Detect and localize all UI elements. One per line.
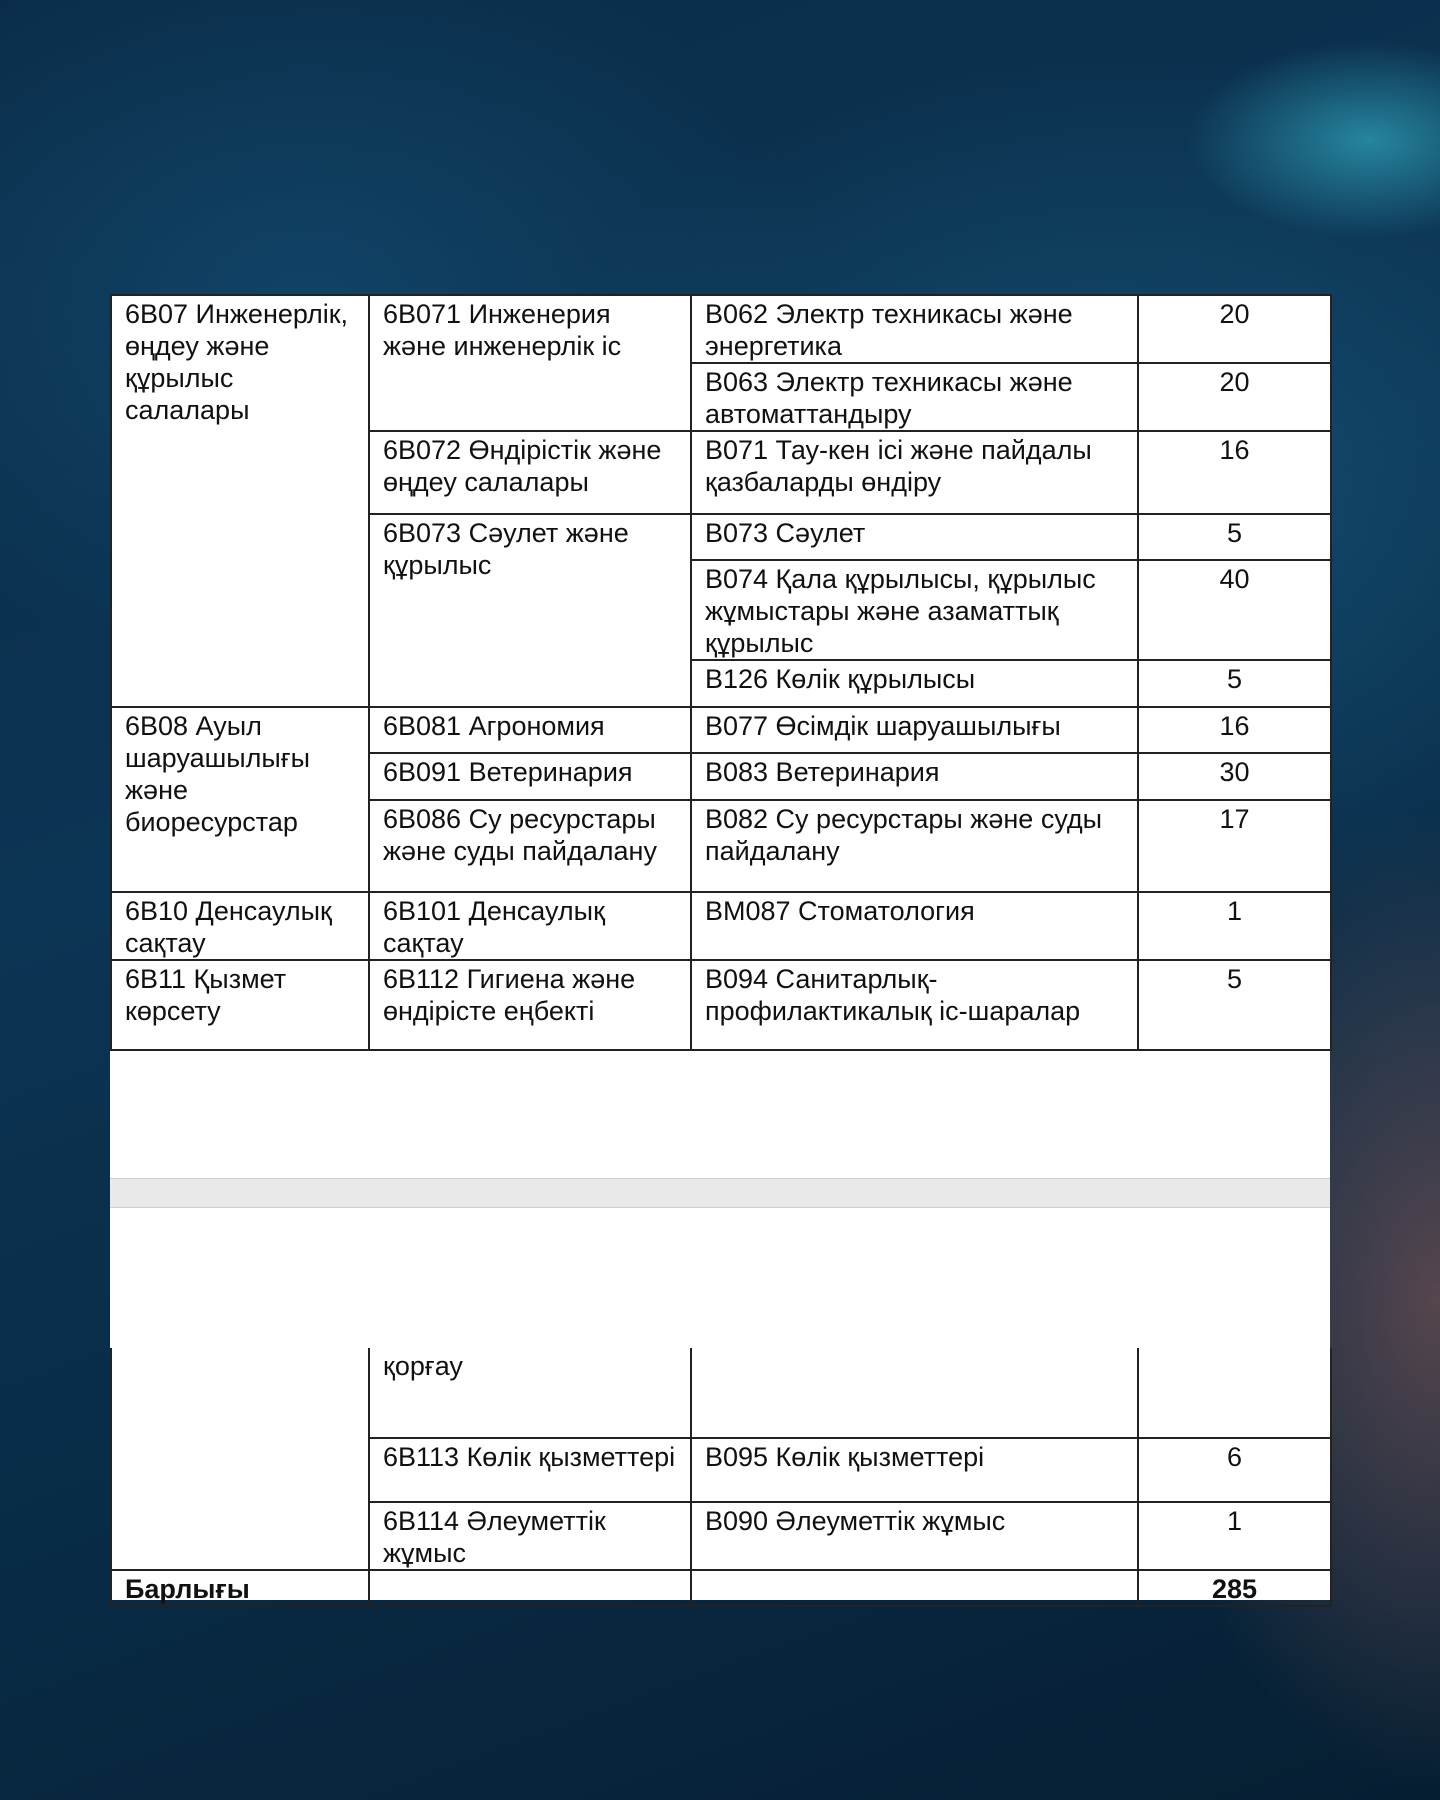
area-cell: 6B08 Ауыл шаруашылығы және биоресурстар	[111, 707, 369, 892]
program-cell: B062 Электр техникасы және энергетика	[691, 295, 1138, 363]
program-cell: B090 Әлеуметтік жұмыс	[691, 1502, 1138, 1570]
area-cell: 6B11 Қызмет көрсету	[111, 960, 369, 1050]
table-row	[111, 707, 1331, 753]
total-label: Барлығы	[111, 1570, 369, 1606]
program-cell: BM087 Стоматология	[691, 892, 1138, 960]
group-cell: қорғау	[369, 1348, 691, 1438]
program-cell: B073 Сәулет	[691, 514, 1138, 560]
program-cell: B126 Көлік құрылысы	[691, 660, 1138, 707]
count-cell: 1	[1138, 892, 1331, 960]
group-cell: 6B112 Гигиена және өндірісте еңбекті	[369, 960, 691, 1050]
group-cell: 6B091 Ветеринария	[369, 753, 691, 800]
group-cell: 6B101 Денсаулық сақтау	[369, 892, 691, 960]
table-row	[111, 295, 1331, 363]
program-cell: B077 Өсімдік шаруашылығы	[691, 707, 1138, 753]
group-cell: 6B081 Агрономия	[369, 707, 691, 753]
area-cell: 6B07 Инженерлік, өңдеу және құрылыс салалары	[111, 295, 369, 707]
count-cell: 16	[1138, 707, 1331, 753]
program-cell: B082 Су ресурстары және суды пайдалану	[691, 800, 1138, 892]
document-page-bottom	[110, 1208, 1330, 1604]
total-value: 285	[1138, 1570, 1331, 1606]
group-cell: 6B113 Көлік қызметтері	[369, 1438, 691, 1502]
count-cell: 16	[1138, 431, 1331, 514]
document-page-top	[110, 294, 1330, 1178]
count-cell: 20	[1138, 363, 1331, 431]
table-row	[111, 892, 1331, 960]
count-cell: 20	[1138, 295, 1331, 363]
program-cell	[691, 1570, 1138, 1606]
count-cell: 5	[1138, 960, 1331, 1050]
table-row	[111, 960, 1331, 1050]
program-cell: B083 Ветеринария	[691, 753, 1138, 800]
specialties-table-continued	[110, 1348, 1332, 1607]
program-cell: B074 Қала құрылысы, құрылыс жұмыстары және азаматтық құрылыс	[691, 560, 1138, 660]
table-row	[111, 1348, 1331, 1438]
program-cell: B094 Санитарлық-профилактикалық іс-шаралар	[691, 960, 1138, 1050]
area-cell	[111, 1348, 369, 1570]
count-cell: 30	[1138, 753, 1331, 800]
program-cell: B095 Көлік қызметтері	[691, 1438, 1138, 1502]
count-cell: 17	[1138, 800, 1331, 892]
group-cell: 6B086 Су ресурстары және суды пайдалану	[369, 800, 691, 892]
count-cell	[1138, 1348, 1331, 1438]
count-cell: 6	[1138, 1438, 1331, 1502]
program-cell: B071 Тау-кен ісі және пайдалы қазбаларды өндіру	[691, 431, 1138, 514]
group-cell: 6B072 Өндірістік және өңдеу салалары	[369, 431, 691, 514]
group-cell: 6B114 Әлеуметтік жұмыс	[369, 1502, 691, 1570]
count-cell: 5	[1138, 660, 1331, 707]
group-cell: 6B071 Инженерия және инженерлік іс	[369, 295, 691, 431]
program-cell: B063 Электр техникасы және автоматтандыру	[691, 363, 1138, 431]
count-cell: 5	[1138, 514, 1331, 560]
group-cell: 6B073 Сәулет және құрылыс	[369, 514, 691, 707]
total-row	[111, 1570, 1331, 1606]
program-cell	[691, 1348, 1138, 1438]
count-cell: 40	[1138, 560, 1331, 660]
specialties-table	[110, 294, 1332, 1051]
page-break	[110, 1178, 1330, 1208]
area-cell: 6B10 Денсаулық сақтау	[111, 892, 369, 960]
group-cell	[369, 1570, 691, 1606]
count-cell: 1	[1138, 1502, 1331, 1570]
